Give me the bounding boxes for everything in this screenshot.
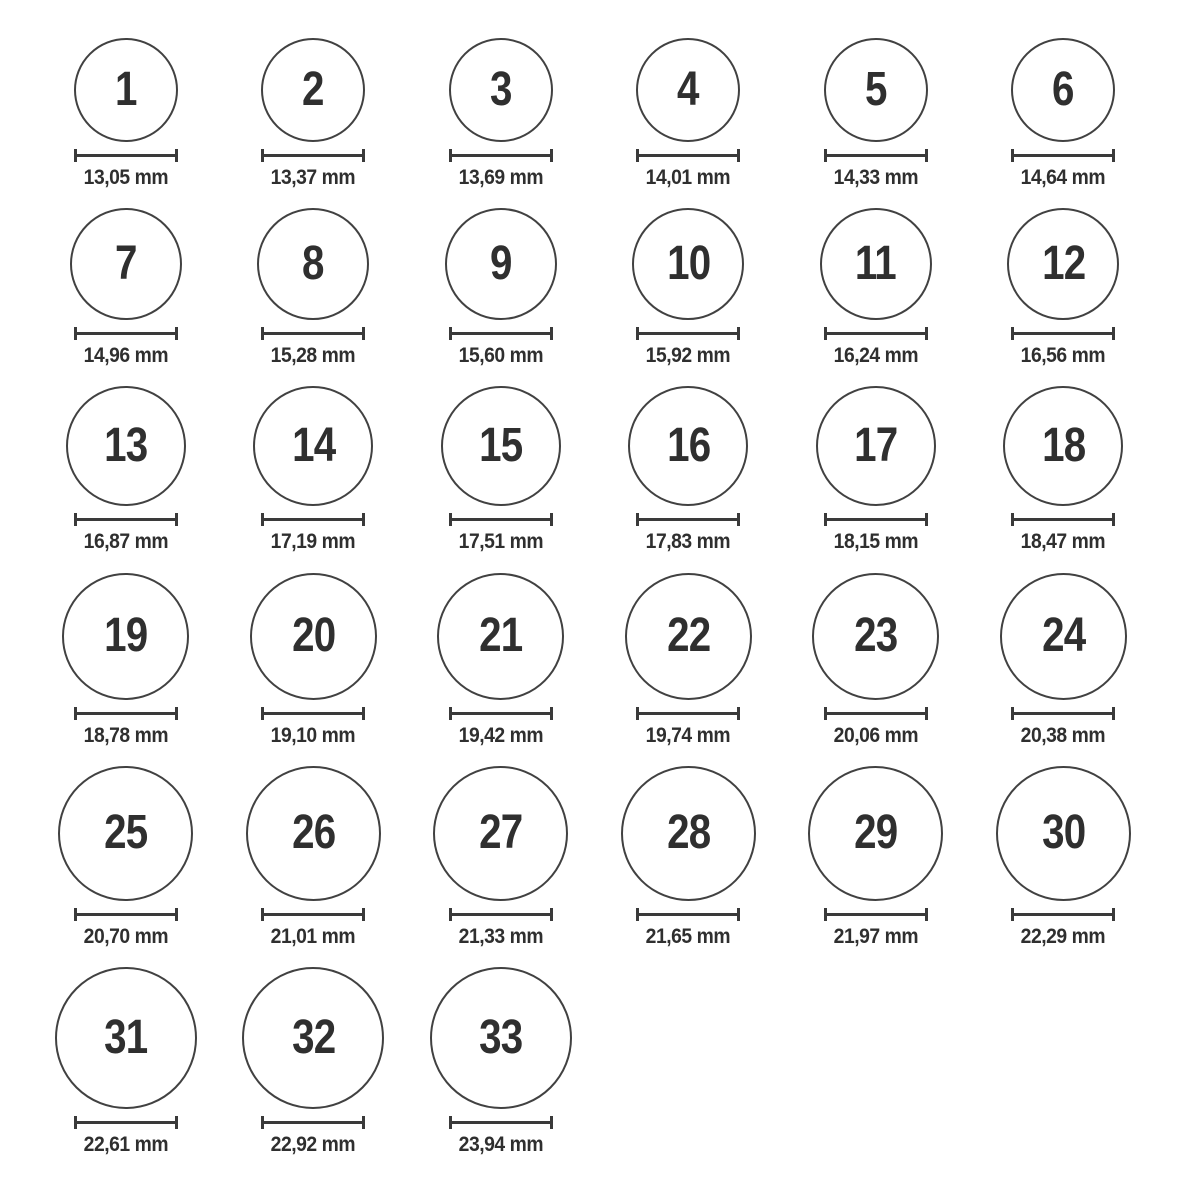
diameter-label: 17,51 mm <box>458 530 543 554</box>
diameter-label: 22,29 mm <box>1021 924 1106 948</box>
ring-size-item <box>220 573 408 748</box>
diameter-measure-line <box>449 908 553 921</box>
ring-size-number: 8 <box>302 237 325 291</box>
diameter-label: 21,01 mm <box>271 924 356 948</box>
chart-row-3 <box>32 386 1157 554</box>
ring-size-item <box>407 766 595 949</box>
diameter-measure-line <box>74 327 178 340</box>
diameter-label: 13,05 mm <box>83 166 168 189</box>
ring-size-number: 9 <box>489 237 512 291</box>
diameter-measure-line <box>824 327 928 340</box>
ring-circle <box>441 386 561 506</box>
chart-row-1 <box>32 38 1157 190</box>
diameter-label: 16,24 mm <box>833 344 918 368</box>
diameter-measure-line <box>824 908 928 921</box>
diameter-label: 21,33 mm <box>458 924 543 948</box>
diameter-label: 20,38 mm <box>1021 723 1106 747</box>
ring-circle <box>1011 38 1115 142</box>
diameter-measure-line <box>1011 327 1115 340</box>
ring-size-number: 31 <box>104 1010 148 1064</box>
ring-circle <box>636 38 740 142</box>
ring-size-number: 27 <box>479 806 523 860</box>
ring-size-item <box>595 573 783 748</box>
ring-size-number: 25 <box>104 806 148 860</box>
ring-circle <box>261 38 365 142</box>
ring-circle <box>66 386 186 506</box>
ring-size-item <box>407 967 595 1157</box>
ring-size-number: 20 <box>291 609 335 663</box>
ring-size-item <box>407 573 595 748</box>
diameter-label: 22,61 mm <box>83 1132 168 1156</box>
ring-size-item <box>220 386 408 554</box>
diameter-label: 17,83 mm <box>646 530 731 554</box>
ring-size-number: 32 <box>291 1010 335 1064</box>
diameter-measure-line <box>74 908 178 921</box>
diameter-measure-line <box>261 327 365 340</box>
ring-circle <box>449 38 553 142</box>
ring-size-number: 14 <box>291 419 335 473</box>
ring-size-number: 4 <box>677 63 700 116</box>
ring-size-item <box>782 38 970 190</box>
ring-size-item <box>782 208 970 368</box>
diameter-label: 15,60 mm <box>458 344 543 368</box>
ring-circle <box>433 766 568 901</box>
diameter-measure-line <box>824 707 928 720</box>
ring-circle <box>816 386 936 506</box>
ring-circle <box>1007 208 1119 320</box>
ring-size-number: 19 <box>104 609 148 663</box>
diameter-measure-line <box>74 149 178 162</box>
diameter-measure-line <box>261 513 365 526</box>
ring-size-number: 2 <box>302 63 325 116</box>
ring-size-item <box>32 573 220 748</box>
ring-size-number: 3 <box>489 63 512 116</box>
chart-row-4 <box>32 573 1157 748</box>
ring-size-item <box>220 208 408 368</box>
diameter-label: 21,97 mm <box>833 924 918 948</box>
ring-circle <box>437 573 564 700</box>
ring-size-number: 16 <box>666 419 710 473</box>
ring-circle <box>70 208 182 320</box>
ring-circle <box>996 766 1131 901</box>
diameter-measure-line <box>261 149 365 162</box>
diameter-label: 15,92 mm <box>646 344 731 368</box>
diameter-measure-line <box>449 513 553 526</box>
diameter-label: 13,37 mm <box>271 166 356 189</box>
diameter-measure-line <box>449 327 553 340</box>
diameter-label: 19,42 mm <box>458 723 543 747</box>
ring-circle <box>625 573 752 700</box>
ring-size-number: 10 <box>666 237 710 291</box>
ring-size-item <box>220 38 408 190</box>
diameter-measure-line <box>824 149 928 162</box>
ring-size-item <box>407 386 595 554</box>
ring-circle <box>246 766 381 901</box>
ring-circle <box>820 208 932 320</box>
ring-size-number: 29 <box>854 806 898 860</box>
diameter-label: 17,19 mm <box>271 530 356 554</box>
diameter-measure-line <box>1011 908 1115 921</box>
ring-circle <box>445 208 557 320</box>
ring-size-number: 12 <box>1041 237 1085 291</box>
ring-size-item <box>595 208 783 368</box>
ring-size-item <box>595 386 783 554</box>
diameter-label: 18,78 mm <box>83 723 168 747</box>
diameter-measure-line <box>449 1116 553 1129</box>
ring-size-number: 21 <box>479 609 523 663</box>
diameter-measure-line <box>261 1116 365 1129</box>
diameter-measure-line <box>824 513 928 526</box>
ring-size-number: 6 <box>1052 63 1075 116</box>
diameter-label: 13,69 mm <box>458 166 543 189</box>
diameter-measure-line <box>449 707 553 720</box>
ring-size-number: 23 <box>854 609 898 663</box>
diameter-measure-line <box>636 327 740 340</box>
diameter-label: 22,92 mm <box>271 1132 356 1156</box>
ring-size-number: 7 <box>114 237 137 291</box>
ring-size-item <box>407 208 595 368</box>
ring-circle <box>55 967 197 1109</box>
ring-size-item <box>407 38 595 190</box>
diameter-measure-line <box>1011 707 1115 720</box>
diameter-label: 16,87 mm <box>83 530 168 554</box>
ring-size-number: 11 <box>855 237 897 291</box>
ring-size-number: 17 <box>854 419 898 473</box>
ring-circle <box>1000 573 1127 700</box>
ring-circle <box>253 386 373 506</box>
diameter-measure-line <box>636 707 740 720</box>
diameter-measure-line <box>1011 513 1115 526</box>
ring-size-number: 15 <box>479 419 523 473</box>
diameter-measure-line <box>636 513 740 526</box>
diameter-measure-line <box>74 707 178 720</box>
ring-size-number: 24 <box>1041 609 1085 663</box>
ring-circle <box>632 208 744 320</box>
ring-size-item <box>595 38 783 190</box>
diameter-label: 14,96 mm <box>83 344 168 368</box>
ring-size-number: 33 <box>479 1010 523 1064</box>
ring-size-item <box>782 573 970 748</box>
diameter-measure-line <box>636 908 740 921</box>
diameter-measure-line <box>74 1116 178 1129</box>
diameter-label: 20,06 mm <box>833 723 918 747</box>
ring-size-item <box>782 766 970 949</box>
diameter-measure-line <box>261 707 365 720</box>
ring-size-item <box>782 386 970 554</box>
ring-size-item <box>220 967 408 1157</box>
diameter-label: 14,33 mm <box>833 166 918 189</box>
diameter-label: 20,70 mm <box>83 924 168 948</box>
ring-size-item <box>970 766 1158 949</box>
ring-size-number: 5 <box>864 63 887 116</box>
ring-circle <box>621 766 756 901</box>
diameter-label: 14,64 mm <box>1021 166 1106 189</box>
diameter-label: 19,74 mm <box>646 723 731 747</box>
diameter-label: 14,01 mm <box>646 166 731 189</box>
ring-size-item <box>32 967 220 1157</box>
ring-size-item <box>970 573 1158 748</box>
ring-size-item <box>970 38 1158 190</box>
chart-row-6 <box>32 967 1157 1157</box>
diameter-label: 15,28 mm <box>271 344 356 368</box>
ring-circle <box>257 208 369 320</box>
diameter-measure-line <box>1011 149 1115 162</box>
ring-circle <box>242 967 384 1109</box>
ring-circle <box>62 573 189 700</box>
diameter-label: 23,94 mm <box>458 1132 543 1156</box>
diameter-label: 18,15 mm <box>833 530 918 554</box>
ring-size-number: 28 <box>666 806 710 860</box>
ring-size-number: 26 <box>291 806 335 860</box>
ring-size-item <box>32 208 220 368</box>
ring-circle <box>250 573 377 700</box>
ring-size-number: 22 <box>666 609 710 663</box>
ring-circle <box>1003 386 1123 506</box>
diameter-label: 19,10 mm <box>271 723 356 747</box>
diameter-measure-line <box>261 908 365 921</box>
ring-size-item <box>595 766 783 949</box>
ring-circle <box>808 766 943 901</box>
ring-size-item <box>32 38 220 190</box>
diameter-measure-line <box>74 513 178 526</box>
ring-size-item <box>970 208 1158 368</box>
ring-size-number: 13 <box>104 419 148 473</box>
ring-circle <box>824 38 928 142</box>
diameter-label: 16,56 mm <box>1021 344 1106 368</box>
ring-circle <box>812 573 939 700</box>
ring-size-item <box>220 766 408 949</box>
ring-circle <box>58 766 193 901</box>
ring-size-number: 18 <box>1041 419 1085 473</box>
ring-size-item <box>970 386 1158 554</box>
ring-size-item <box>32 766 220 949</box>
ring-size-item <box>32 386 220 554</box>
chart-row-2 <box>32 208 1157 368</box>
diameter-measure-line <box>449 149 553 162</box>
ring-circle <box>74 38 178 142</box>
diameter-label: 21,65 mm <box>646 924 731 948</box>
ring-size-number: 30 <box>1041 806 1085 860</box>
ring-size-number: 1 <box>114 63 137 116</box>
ring-circle <box>628 386 748 506</box>
ring-circle <box>430 967 572 1109</box>
diameter-measure-line <box>636 149 740 162</box>
diameter-label: 18,47 mm <box>1021 530 1106 554</box>
chart-row-5 <box>32 766 1157 949</box>
